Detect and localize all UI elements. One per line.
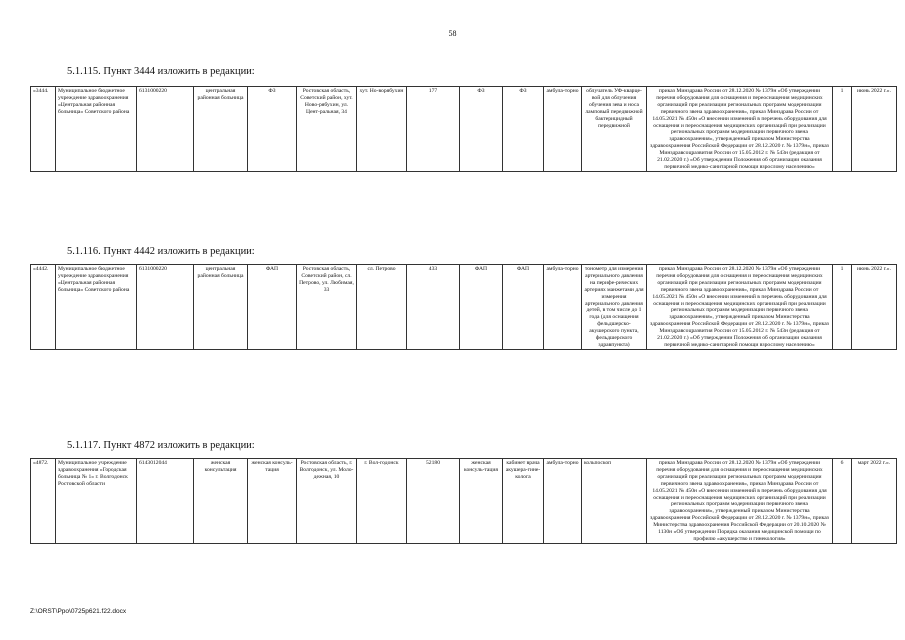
unit-type: ФЗ — [248, 87, 297, 172]
item-number: «4442. — [31, 265, 56, 350]
equipment-name: кольпоскоп — [582, 459, 647, 544]
inn: 6131000220 — [137, 87, 194, 172]
deadline: июнь 2022 г.». — [852, 87, 897, 172]
subdivision: центральная районная больница — [194, 265, 248, 350]
section-heading-115: 5.1.115. Пункт 3444 изложить в редакции: — [67, 66, 255, 77]
deadline: март 2022 г.». — [852, 459, 897, 544]
amendment-table-3444 — [30, 86, 897, 172]
deadline: июнь 2022 г.». — [852, 265, 897, 350]
population: 177 — [407, 87, 460, 172]
care-conditions: амбула-торно — [544, 265, 582, 350]
quantity: 6 — [833, 459, 852, 544]
address: Ростовская область, Советский район, сл. Петрово, ул. Любимая, 33 — [297, 265, 357, 350]
equipment-name: тонометр для измерения артериального давления на перифе-рических артериях манжетами для измерения артериального давления детей, в том числе до 1 года (для оснащения фельдшерско-акушерского пункта, фельдшерского здравпункта) — [582, 265, 647, 350]
address: Ростовская область, г. Волгодонск, ул. Моло-дежная, 10 — [297, 459, 357, 544]
organization-name: Муниципальное бюджетное учреждение здравоохранения «Центральная районная больница» Советского района — [56, 265, 137, 350]
quantity: 1 — [833, 265, 852, 350]
legal-basis: приказ Минздрава России от 28.12.2020 № 1379н «Об утверждении перечня оборудования для оснащения и переоснащения медицинских организаций при реализации региональных программ модернизации первичного звена здравоохранения», приказ Минздрава России от 14.05.2021 № 450н «О внесении изменений в перечень оборудования для оснащения и переоснащения медицинских организаций при реализации региональных программ модернизации первичного звена здравоохранения», утвержденный приказом Министерства здравоохранения Российской Федерации от 28.12.2020 г. № 1379н», приказ Министерства здравоохранения Российской Федерации от 20.10.2020 № 1130н «Об утверждении Порядка оказания медицинской помощи по профилю «акушерство и гинекология» — [647, 459, 833, 544]
subdivision: женская консультация — [194, 459, 248, 544]
inn: 6131000220 — [137, 265, 194, 350]
equipment-name: облучатель УФ-кварце-вой для облучения обучения зева и носа ламповый передвижной бактерицидный передвижной — [582, 87, 647, 172]
item-number: «3444. — [31, 87, 56, 172]
legal-basis: приказ Минздрава России от 28.12.2020 № 1379н «Об утверждении перечня оборудования для оснащения и переоснащения медицинских организаций при реализации региональных программ модернизации первичного звена здравоохранения», приказ Минздрава России от 14.05.2021 № 450н «О внесении изменений в перечень оборудования для оснащения и переоснащения медицинских организаций при реализации региональных программ модернизации первичного звена здравоохранения», утвержденный приказом Министерства здравоохранения Российской Федерации от 28.12.2020 г. № 1379н», приказ Минздравсоцразвития России от 15.05.2012 г. № 543н (редакция от 21.02.2020 г.) «Об утверждении Положения об организации оказания первичной медико-санитарной помощи взрослому населению» — [647, 87, 833, 172]
room-type: ФЗ — [503, 87, 544, 172]
file-path-footer: Z:\ORST\Ppo\0725p621.f22.docx — [30, 608, 127, 615]
settlement: г. Вол-годонск — [357, 459, 407, 544]
amendment-table-4872 — [30, 458, 897, 544]
facility-type: ФЗ — [460, 87, 503, 172]
legal-basis: приказ Минздрава России от 28.12.2020 № 1379н «Об утверждении перечня оборудования для оснащения и переоснащения медицинских организаций при реализации региональных программ модернизации первичного звена здравоохранения», приказ Минздрава России от 14.05.2021 № 450н «О внесении изменений в перечень оборудования для оснащения и переоснащения медицинских организаций при реализации региональных программ модернизации первичного звена здравоохранения», утвержденный приказом Министерства здравоохранения Российской Федерации от 28.12.2020 г. № 1379н», приказ Минздравсоцразвития России от 15.05.2012 г. № 543н (редакция от 21.02.2020 г.) «Об утверждении Положения об организации оказания первичной медико-санитарной помощи взрослому населению» — [647, 265, 833, 350]
population: 433 — [407, 265, 460, 350]
facility-type: женская консуль-тация — [460, 459, 503, 544]
organization-name: Муниципальное бюджетное учреждение здравоохранения «Центральная районная больница» Советского района — [56, 87, 137, 172]
subdivision: центральная районная больница — [194, 87, 248, 172]
organization-name: Муниципальное учреждение здравоохранения «Городская больница № 1» г. Волгодонск Ростовской области — [56, 459, 137, 544]
care-conditions: амбула-торно — [544, 87, 582, 172]
section-heading-117: 5.1.117. Пункт 4872 изложить в редакции: — [67, 440, 255, 451]
address: Ростовская область, Советский район, хут. Ново-рябухин, ул. Цент-ральная, 34 — [297, 87, 357, 172]
page-number: 58 — [448, 29, 457, 38]
population: 52180 — [407, 459, 460, 544]
item-number: «4872. — [31, 459, 56, 544]
care-conditions: амбула-торно — [544, 459, 582, 544]
unit-type: женская консуль-тация — [248, 459, 297, 544]
table-row — [31, 87, 897, 172]
table-row — [31, 459, 897, 544]
settlement: сл. Петрово — [357, 265, 407, 350]
facility-type: ФАП — [460, 265, 503, 350]
room-type: ФАП — [503, 265, 544, 350]
table-row — [31, 265, 897, 350]
amendment-table-4442 — [30, 264, 897, 350]
settlement: хут. Но-ворябухин — [357, 87, 407, 172]
room-type: кабинет врача акушера-гине-колога — [503, 459, 544, 544]
inn: 6143012044 — [137, 459, 194, 544]
quantity: 1 — [833, 87, 852, 172]
section-heading-116: 5.1.116. Пункт 4442 изложить в редакции: — [67, 246, 255, 257]
unit-type: ФАП — [248, 265, 297, 350]
